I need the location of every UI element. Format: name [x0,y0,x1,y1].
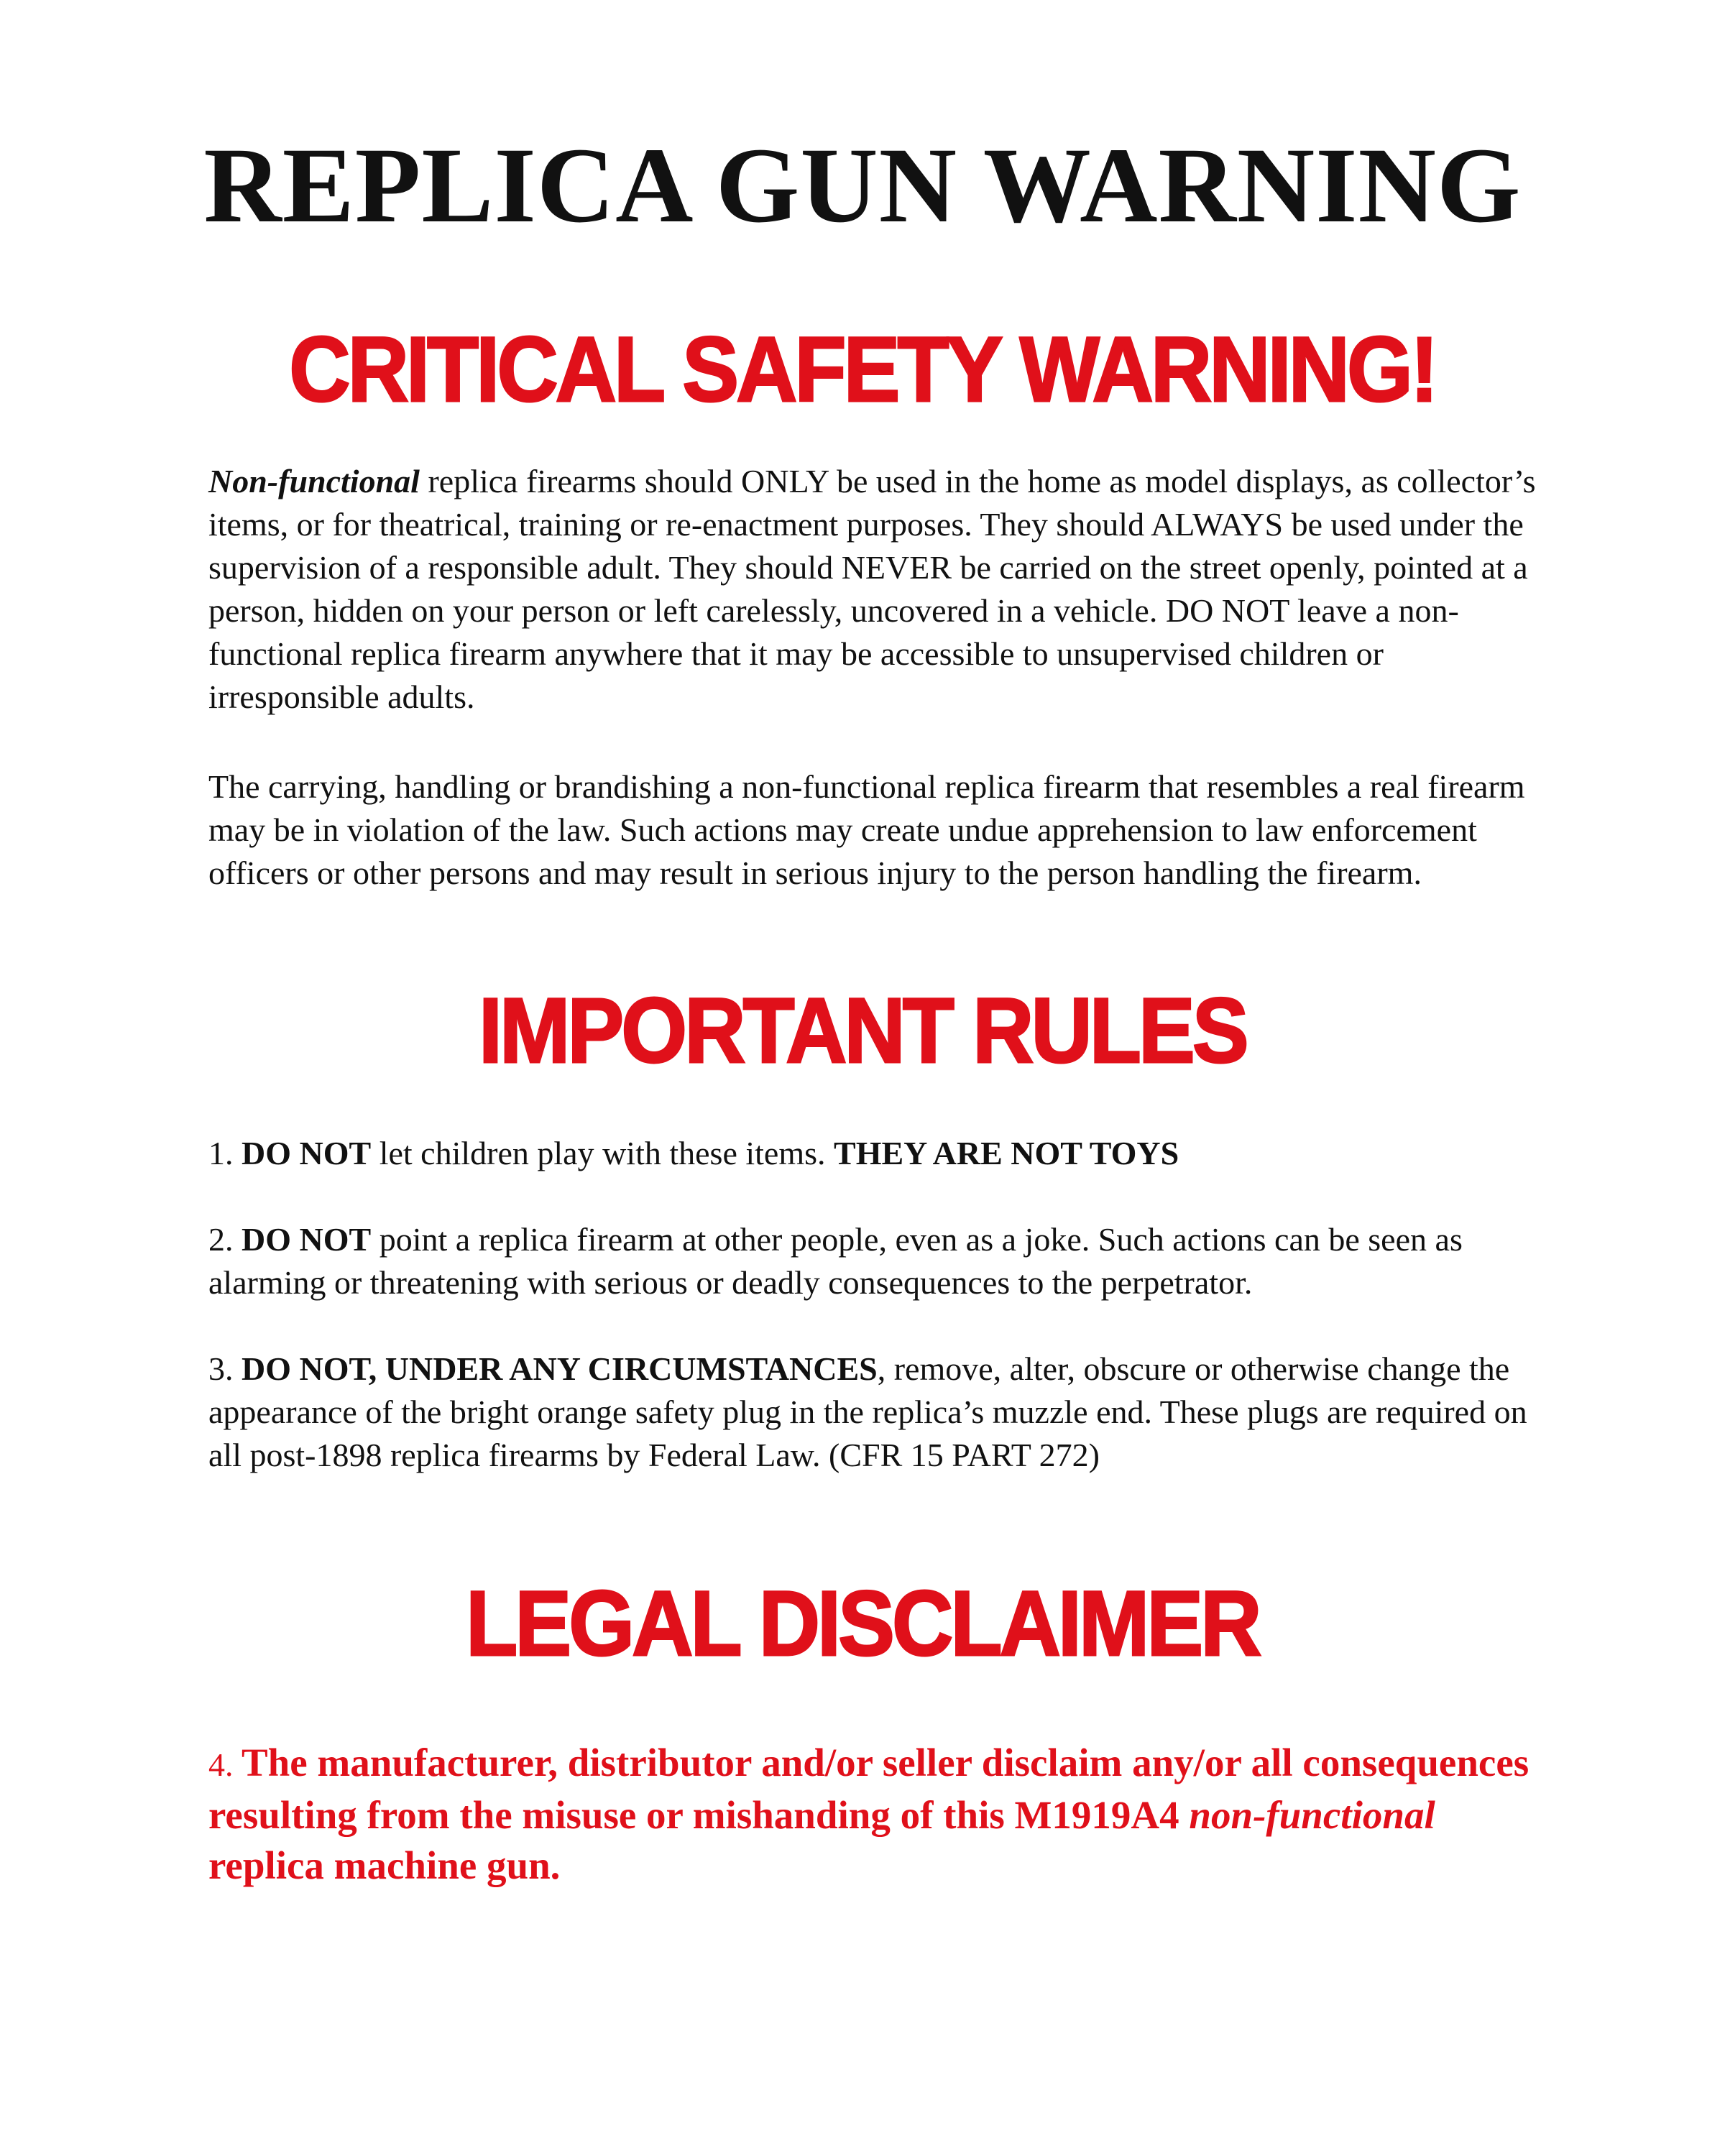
disclaimer-number: 4. [208,1746,242,1783]
rule-2-text: point a replica firearm at other people, even as a joke. Such actions can be seen as alarming or threatening with serious or deadly consequences to the perpetrator. [208,1221,1463,1301]
disclaimer-italic: non-functional [1189,1793,1435,1837]
rule-1-lead: DO NOT [242,1135,372,1171]
legal-disclaimer-text [208,1738,1560,1891]
rule-3 [208,1348,1560,1477]
non-functional-emphasis: Non-functional [208,463,420,499]
rule-1-number: 1. [208,1135,242,1171]
rule-2-lead: DO NOT [242,1221,372,1258]
rule-3-text: , remove, alter, obscure or otherwise change the appearance of the bright orange safety plug in the replica’s muzzle end. These plugs are required on all post-1898 replica firearms by Federal Law. (CFR 15 PART 272) [208,1350,1527,1473]
rule-1-text: let children play with these items. [371,1135,834,1171]
important-rules-heading: IMPORTANT RULES [479,980,1246,1082]
disclaimer-tail: replica machine gun. [208,1843,561,1887]
critical-paragraph-2: The carrying, handling or brandishing a non-functional replica firearm that resembles a real firearm may be in violation of the law. Such actions may create undue apprehension to law enforcement officers or other persons and may result in serious injury to the person handling the firearm. [208,768,1525,891]
legal-disclaimer-heading: LEGAL DISCLAIMER [466,1572,1259,1675]
rule-3-number: 3. [208,1350,242,1387]
rule-2-number: 2. [208,1221,242,1258]
rule-2 [208,1218,1560,1304]
rule-1-tail: THEY ARE NOT TOYS [834,1135,1179,1171]
rule-1 [208,1132,1560,1175]
critical-paragraph-1 [208,460,1560,719]
disclaimer-body: The manufacturer, distributor and/or seller disclaim any/or all consequences resulting from the misuse or mishanding of this M1919A4 [208,1741,1530,1837]
critical-paragraph-1-text: replica firearms should ONLY be used in the home as model displays, as collector’s items, or for theatrical, training or re-enactment purposes. They should ALWAYS be used under the supervision of a responsible adult. They should NEVER be carried on the street openly, pointed at a person, hidden on your person or left carelessly, uncovered in a vehicle. DO NOT leave a non-functional replica firearm anywhere that it may be accessible to unsupervised children or irresponsible adults. [208,463,1536,715]
rule-3-lead: DO NOT, UNDER ANY CIRCUMSTANCES [242,1350,878,1387]
page-title: REPLICA GUN WARNING [203,126,1522,245]
critical-safety-heading: CRITICAL SAFETY WARNING! [289,318,1436,421]
